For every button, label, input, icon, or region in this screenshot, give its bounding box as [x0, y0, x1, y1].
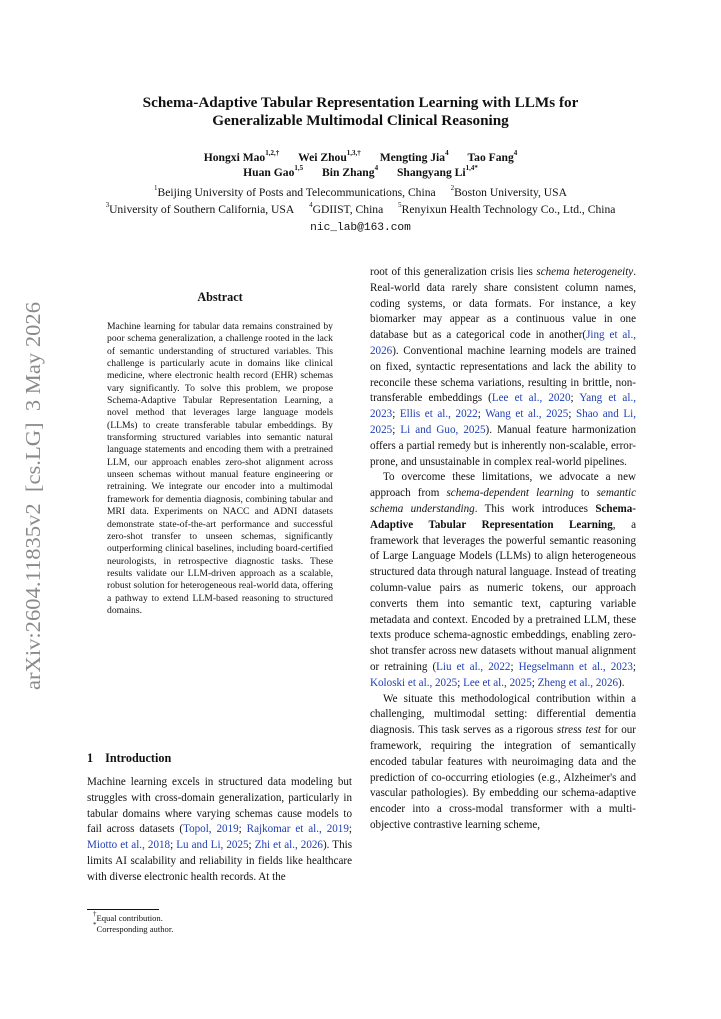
citation-link[interactable]: Lee et al., 2020 — [491, 392, 571, 405]
citation-link[interactable]: Shao and Li, 2025 — [370, 408, 636, 436]
body-text: ). — [618, 676, 625, 689]
citation-link[interactable]: Li and Guo, 2025 — [400, 423, 486, 436]
author-row-2 — [20, 165, 701, 180]
emphasis-text: stress test — [556, 724, 601, 737]
body-text: ; — [477, 408, 486, 421]
citation-link[interactable]: Lu and Li, 2025 — [176, 839, 249, 852]
body-text: ; — [457, 676, 464, 689]
emphasis-text: schema heterogeneity — [536, 266, 634, 278]
author: Wei Zhou$^{1,3,\dagger}$ — [298, 149, 361, 164]
section-heading-introduction — [87, 751, 171, 766]
citation-link[interactable]: Ellis et al., 2022 — [399, 408, 478, 421]
citation-link[interactable]: Zheng et al., 2026 — [537, 676, 619, 689]
citation-link[interactable]: Wang et al., 2025 — [485, 408, 569, 421]
contact-email[interactable]: nic_lab@163.com — [310, 222, 411, 234]
abstract-heading: Abstract — [197, 290, 243, 304]
body-text: To overcome these limitations, we advocate a new approach from — [370, 471, 636, 500]
body-text: ). Manual feature harmonization offers a partial remedy but is inherently non-scalable, error-prone, and unsustainable in complex real-world pipelines. — [370, 423, 637, 468]
paper-title — [60, 94, 661, 130]
arxiv-identifier[interactable] — [17, 300, 47, 690]
author-row-1 — [20, 150, 701, 165]
citation-link[interactable]: Lee et al., 2025 — [463, 676, 532, 689]
body-text: ; — [392, 423, 401, 436]
author-list — [20, 150, 701, 180]
footnote-corresponding-author: *Corresponding author. — [93, 920, 174, 934]
affiliation: $^5$Renyixun Health Technology Co., Ltd., China — [398, 201, 616, 216]
citation-link[interactable]: Hegselmann et al., 2023 — [518, 660, 633, 673]
body-text: root of this generalization crisis lies — [370, 266, 537, 278]
body-text: , a framework that leverages the powerful semantic reasoning of Large Language Models (LLMs) to align heterogeneous structured data through natural language. Instead of treating column-value pairs as numeric tokens, our approach converts them into semantic text, capturing variable metadata and context. Encoded by a pretrained LLM, these texts produce schema-agnostic embeddings, enabling zero-shot transfer across new datasets without manual alignment or retraining ( — [370, 518, 636, 673]
intro-paragraph-4 — [370, 692, 636, 834]
section-number: 1 — [87, 751, 94, 765]
citation-link[interactable]: Topol, 2019 — [183, 823, 239, 836]
affiliation: $^4$GDIIST, China — [309, 201, 384, 216]
author: Bin Zhang$^4$ — [322, 164, 379, 179]
affiliation: $^3$University of Southern California, USA — [105, 201, 295, 216]
body-text: ; — [248, 839, 255, 852]
body-text: ; — [238, 823, 247, 836]
body-text: ; — [510, 660, 519, 673]
intro-right-column — [370, 265, 636, 834]
email-row — [10, 218, 711, 237]
citation-link[interactable]: Jing et al., 2026 — [370, 329, 636, 357]
body-text: ; — [531, 676, 538, 689]
author: Mengting Jia$^4$ — [379, 149, 449, 164]
intro-left-column — [87, 775, 352, 886]
affiliation-row-1 — [10, 184, 711, 201]
author: Huan Gao$^{1,5}$ — [243, 164, 304, 179]
author: Shangyang $Li^{1,4*}$ — [396, 164, 478, 179]
bold-text: Schema-Adaptive Tabular Representation Learning — [370, 502, 636, 531]
body-text: ; — [570, 392, 580, 405]
citation-link[interactable]: Zhi et al., 2026 — [254, 839, 323, 852]
body-text: ; — [392, 408, 400, 421]
body-text: ; — [170, 839, 177, 852]
body-text: . This work introduces — [474, 502, 596, 515]
title-line-1: Schema-Adaptive Tabular Representation Learning with LLMs for — [142, 94, 579, 111]
body-text: We situate this methodological contribution within a challenging, multimodal setting: differential dementia diagnosis. This task serves as a rigorous — [370, 692, 636, 737]
body-text: ; — [348, 823, 352, 836]
arxiv-identifier-text: arXiv:2604.11835v2 [cs.LG] 3 May 2026 — [21, 329, 45, 690]
body-text: Machine learning excels in structured data modeling but struggles with cross-domain generalization, particularly in tabular domains where varying schemas cause models to fail across datasets ( — [87, 776, 352, 836]
arxiv-identifier-svg — [17, 300, 47, 690]
citation-link[interactable]: Liu et al., 2022 — [436, 660, 511, 673]
affiliation: $^1$Beijing University of Posts and Telecommunications, China — [153, 184, 436, 199]
body-text: ; — [568, 408, 576, 421]
citation-link[interactable]: Rajkomar et al., 2019 — [246, 823, 349, 836]
affiliation-row-2 — [10, 201, 711, 218]
body-text: . Real-world data rarely share consistent column names, coding systems, or data formats. For instance, a key biomarker may appear as a continuous value in one database but as a categorical code in another( — [370, 266, 636, 342]
intro-paragraph-3 — [370, 470, 636, 691]
body-text: ). This limits AI scalability and reliability in fields like healthcare with diverse electronic health records. At the — [87, 839, 353, 883]
affiliations — [10, 184, 711, 237]
intro-paragraph-2 — [370, 265, 636, 470]
emphasis-text: semantic schema understanding — [370, 487, 637, 515]
citation-link[interactable]: Miotto et al., 2018 — [87, 839, 171, 852]
section-title: Introduction — [105, 751, 172, 765]
author: Tao Fang$^4$ — [467, 149, 518, 164]
abstract-text: Machine learning for tabular data remains constrained by poor schema generalization, a challenge rooted in the lack of semantic understanding of structured variables. This challenge is particularly acute in domains like clinical medicine, where electronic health record (EHR) schemas vary significantly. To solve this problem, we propose Schema-Adaptive Tabular Representation Learning, a novel method that leverages large language models (LLMs) to create transferable tabular embeddings. By transforming structured variables into semantic natural language statements and encoding them with a pretrained LLM, our approach enables zero-shot alignment across unseen schemas without manual feature engineering or retraining. We integrate our encoder into a multimodal framework for dementia diagnosis, combining tabular and MRI data. Experiments on NACC and ADNI datasets demonstrate state-of-the-art performance and successful zero-shot transfer to unseen schemas, significantly outperforming clinical baselines, including board-certified neurologists, in retrospective diagnostic tasks. These results validate our LLM-driven approach as a scalable, robust solution for heterogeneous real-world data, offering a pathway to extend LLM-based reasoning to structured domains. — [107, 321, 333, 616]
title-line-2: Generalizable Multimodal Clinical Reasoning — [212, 112, 509, 129]
intro-paragraph-1 — [87, 776, 352, 883]
footnote-rule — [87, 909, 159, 910]
footnote-equal-contribution: †Equal contribution. — [93, 910, 163, 923]
body-text: ; — [632, 660, 636, 673]
body-text: to — [573, 487, 597, 500]
author: Hongxi Mao$^{1,2,\dagger}$ — [203, 149, 280, 164]
emphasis-text: schema-dependent learning — [446, 487, 574, 500]
body-text: for our framework, requiring the integration of semantically encoded tabular features with neuroimaging data and the prediction of co-occurring etiologies (e.g., Alzheimer's and vascular pathologies). By embedding our schema-adaptive encoder into a cross-modal transformer with a multi-objective contrastive learning scheme, — [370, 724, 636, 831]
citation-link[interactable]: Koloski et al., 2025 — [370, 676, 458, 689]
body-text: ). Conventional machine learning models are trained on fixed, syntactic representations and lack the ability to reconcile these schema variations, resulting in brittle, non-transferable embeddings ( — [370, 344, 636, 405]
affiliation: $^2$Boston University, USA — [450, 184, 567, 199]
footnotes — [87, 910, 347, 934]
citation-link[interactable]: Yang et al., 2023 — [370, 392, 636, 421]
